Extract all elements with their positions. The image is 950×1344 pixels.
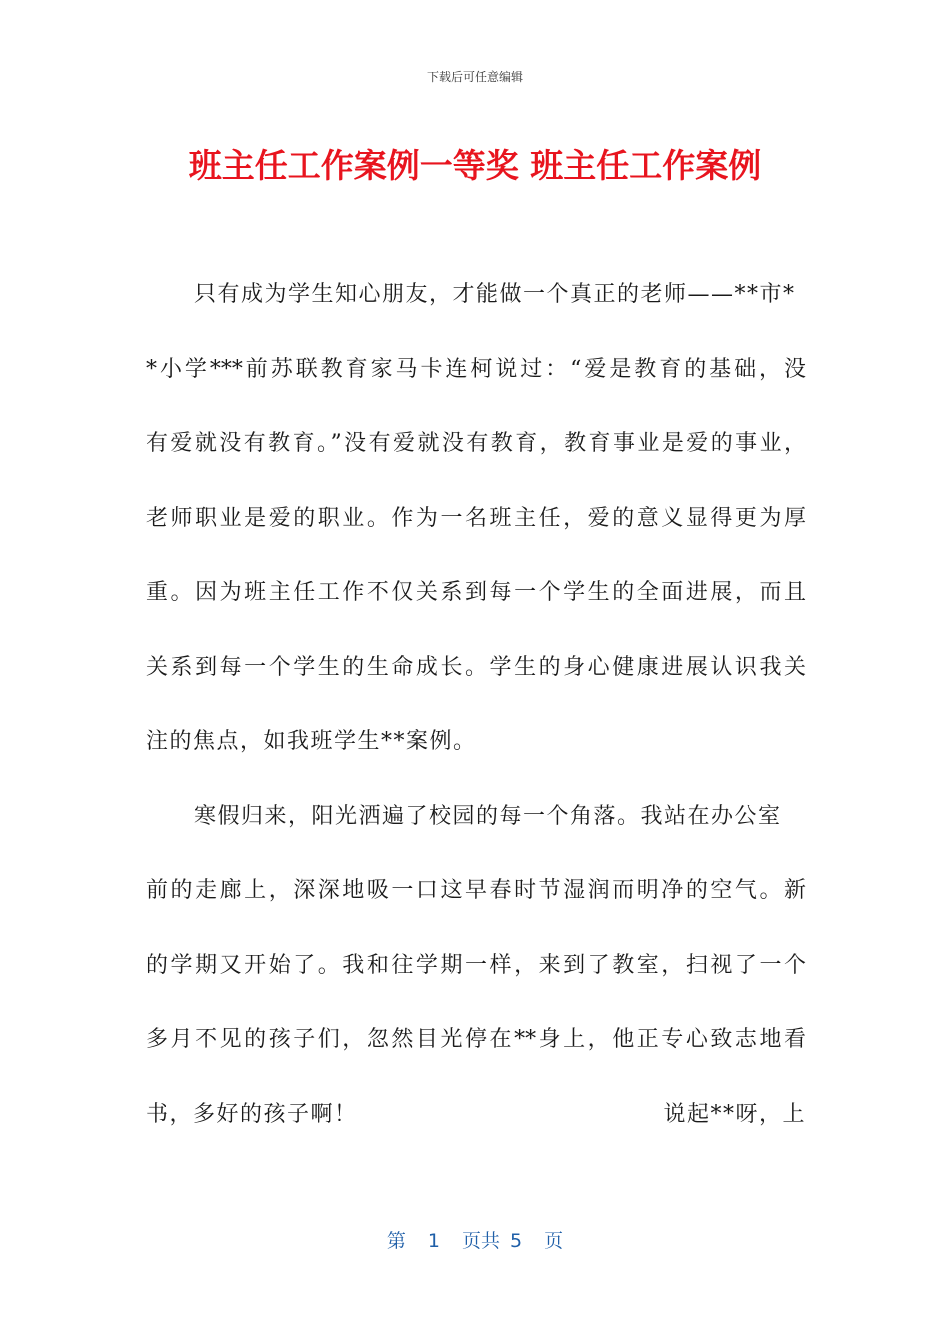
paragraph-2-line-5-left: 书，多好的孩子啊！ — [146, 1101, 358, 1127]
paragraph-2-line-2: 前的走廊上，深深地吸一口这早春时节湿润而明净的空气。新 — [146, 878, 806, 903]
document-title: 班主任工作案例一等奖 班主任工作案例 — [188, 146, 762, 185]
document-body — [146, 258, 806, 1152]
footer-page-prefix: 第 — [386, 1230, 406, 1252]
paragraph-2-line-5-right: 说起**呀，上 — [663, 1101, 806, 1127]
footer-page-mid: 页共 — [461, 1230, 500, 1252]
footer-page-suffix: 页 — [544, 1230, 564, 1252]
paragraph-1-line-3: 有爱就没有教育。”没有爱就没有教育，教育事业是爱的事业， — [146, 431, 806, 456]
paragraph-1-line-4: 老师职业是爱的职业。作为一名班主任，爱的意义显得更为厚 — [146, 505, 806, 531]
paragraph-1-line-2: *小学***前苏联教育家马卡连柯说过：“爱是教育的基础，没 — [146, 356, 806, 382]
footer-page-number: 1 — [427, 1230, 440, 1252]
paragraph-1-line-6: 关系到每一个学生的生命成长。学生的身心健康进展认识我关 — [146, 654, 806, 680]
paragraph-1-line-1: 只有成为学生知心朋友，才能做一个真正的老师——**市* — [194, 282, 796, 307]
paragraph-1-line-7: 注的焦点，如我班学生**案例。 — [146, 729, 477, 754]
paragraph-2-line-1: 寒假归来，阳光洒遍了校园的每一个角落。我站在办公室 — [194, 803, 782, 829]
paragraph-1-line-5: 重。因为班主任工作不仅关系到每一个学生的全面进展，而且 — [146, 580, 806, 605]
paragraph-2-line-4: 多月不见的孩子们，忽然目光停在**身上，他正专心致志地看 — [146, 1027, 806, 1052]
page-footer — [0, 1226, 950, 1253]
paragraph-2-line-5 — [146, 1078, 806, 1153]
footer-page-total: 5 — [510, 1230, 523, 1252]
paragraph-2-line-3: 的学期又开始了。我和往学期一样，来到了教室，扫视了一个 — [146, 952, 806, 978]
page-header-note: 下载后可任意编辑 — [426, 70, 523, 84]
